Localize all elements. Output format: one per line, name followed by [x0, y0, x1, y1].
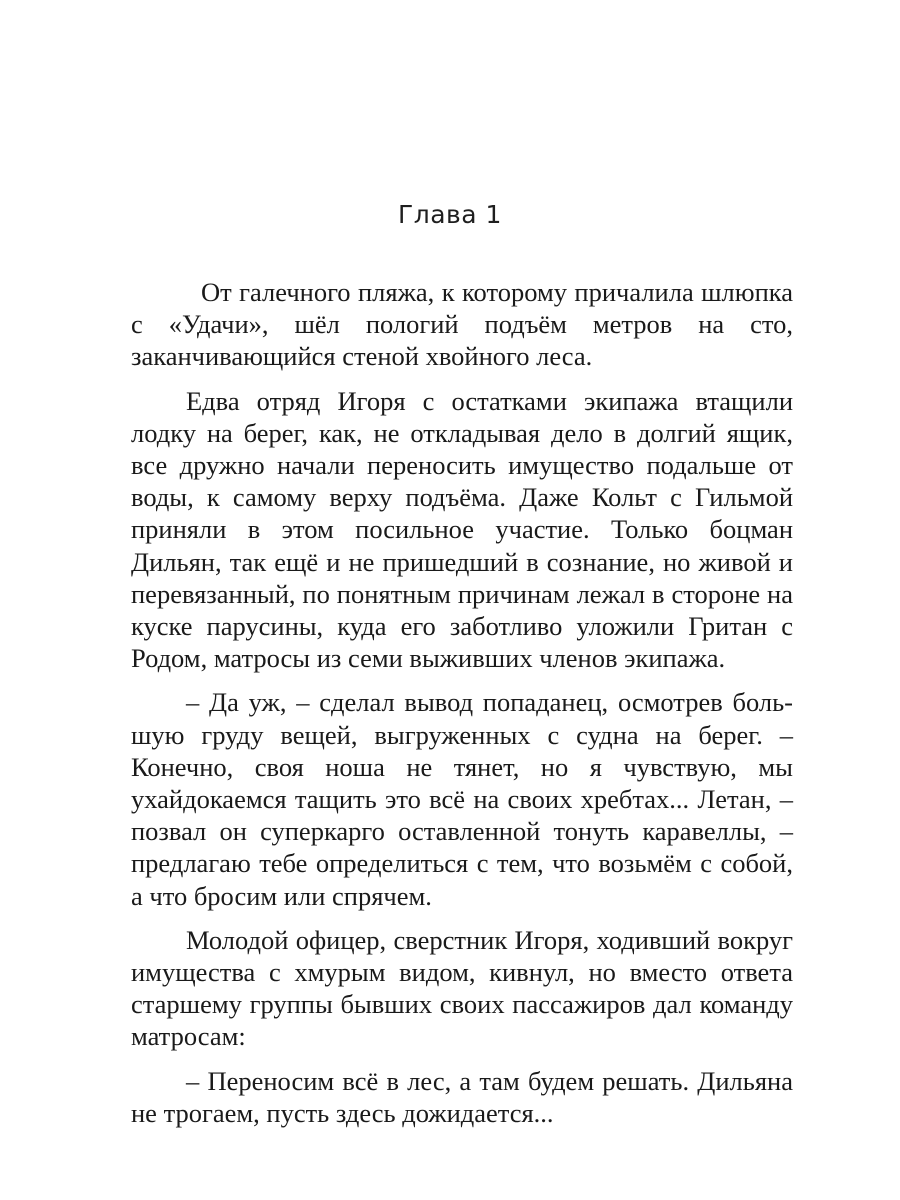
paragraph: – Переносим всё в лес, а там будем решать. Дильяна не трогаем, пусть здесь дожидается...	[131, 1065, 793, 1128]
paragraph: Молодой офицер, сверстник Игоря, ходивший вокруг имущества с хмурым видом, кивнул, но вместо ответа старшему группы бывших своих пассажиров дал команду матросам:	[131, 924, 793, 1052]
paragraph: – Да уж, – сделал вывод попаданец, осмотрев большую груду вещей, выгруженных с судна на берег. – Конечно, своя ноша не тянет, но я чувствую, мы ухайдокаемся тащить это всё на своих хребтах... Летан, – позвал он суперкарго оставленной тонуть каравеллы, – предлагаю тебе определиться с тем, что возьмём с собой, а что бросим или спрячем.	[131, 687, 793, 911]
paragraph: От галечного пляжа, к которому причалила шлюпка с «Удачи», шёл пологий подъём метров на сто, заканчивающийся стеной хвойного леса.	[131, 277, 793, 372]
chapter-body	[131, 276, 793, 1129]
chapter-title: Глава 1	[398, 200, 502, 229]
paragraph: Едва отряд Игоря с остатками экипажа втащили лодку на берег, как, не откладывая дело в долгий ящик, все дружно начали переносить имущество подальше от воды, к самому верху подъёма. Даже Кольт с Гильмой приняли в этом посильное участие. Только боцман Дильян, так ещё и не пришедший в сознание, но живой и перевязанный, по понятным причинам лежал в стороне на куске парусины, куда его заботливо уложили Гритан с Родом, матросы из семи выживших членов экипажа.	[131, 385, 793, 674]
